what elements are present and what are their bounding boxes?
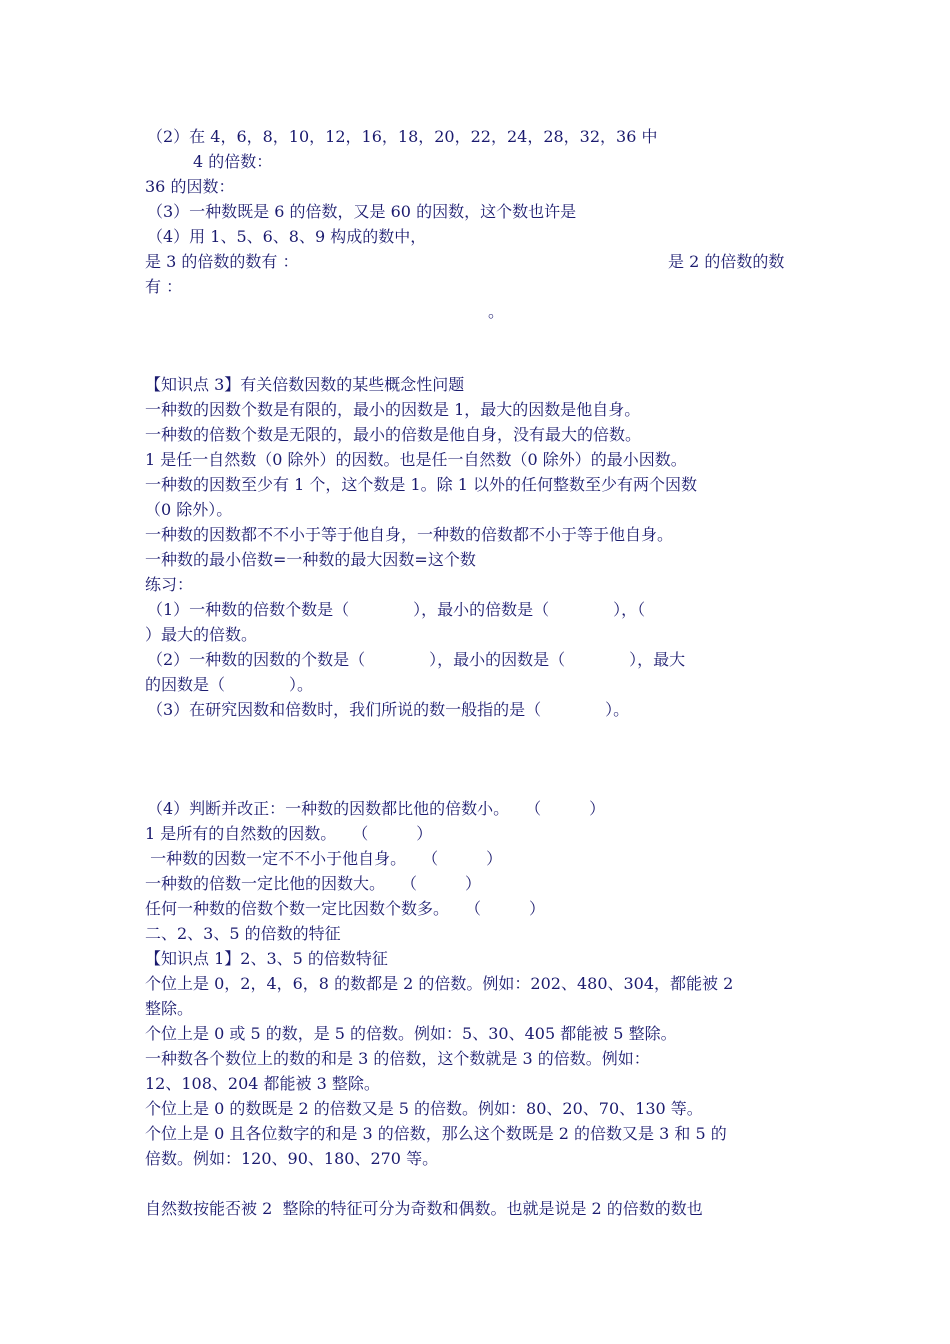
exercise-4-period: 。 xyxy=(488,302,505,321)
paragraph: 整除。 xyxy=(145,999,194,1018)
paragraph: 一种数的最小倍数=一种数的最大因数=这个数 xyxy=(145,550,476,569)
paragraph: 一种数的因数个数是有限的，最小的因数是 1，最大的因数是他自身。 xyxy=(145,400,641,419)
paragraph: 1 是任一自然数（0 除外）的因数。也是任一自然数（0 除外）的最小因数。 xyxy=(145,450,687,469)
paragraph: 12、108、204 都能被 3 整除。 xyxy=(145,1074,380,1093)
exercise-2-factors-of-36: 36 的因数： xyxy=(145,177,235,196)
practice-question-4: （4）判断并改正：一种数的因数都比他的倍数小。 （ ） xyxy=(147,799,606,818)
practice-question-3: （3）在研究因数和倍数时，我们所说的数一般指的是（ ）。 xyxy=(147,700,630,719)
judgment-item: 任何一种数的倍数个数一定比因数个数多。 （ ） xyxy=(145,899,546,918)
practice-question-2-cont: 的因数是（ ）。 xyxy=(145,675,314,694)
paragraph: 个位上是 0 且各位数字的和是 3 的倍数，那么这个数既是 2 的倍数又是 3 和 5 的 xyxy=(145,1124,727,1143)
practice-question-1: （1）一种数的倍数个数是（ ），最小的倍数是（ ），（ xyxy=(147,600,646,619)
exercise-4-prompt: （4）用 1、5、6、8、9 构成的数中， xyxy=(147,227,427,246)
paragraph: 一种数各个数位上的数的和是 3 的倍数，这个数就是 3 的倍数。例如： xyxy=(145,1049,650,1068)
practice-question-1-cont: ）最大的倍数。 xyxy=(145,625,258,644)
exercise-4-multiples-of-3: 是 3 的倍数的数有 ： xyxy=(145,252,299,271)
paragraph: （0 除外）。 xyxy=(145,500,233,519)
paragraph: 一种数的因数至少有 1 个，这个数是 1。除 1 以外的任何整数至少有两个因数 xyxy=(145,475,697,494)
practice-heading: 练习： xyxy=(145,575,194,594)
section-heading-2-3-5: 二、2、3、5 的倍数的特征 xyxy=(145,924,341,943)
exercise-4-multiples-of-2-cont: 有 ： xyxy=(145,277,183,296)
section-heading-knowledge-3: 【知识点 3】有关倍数因数的某些概念性问题 xyxy=(145,375,465,394)
paragraph: 个位上是 0 的数既是 2 的倍数又是 5 的倍数。例如：80、20、70、130 等。 xyxy=(145,1099,703,1118)
practice-question-2: （2）一种数的因数的个数是（ ），最小的因数是（ ），最大 xyxy=(147,650,686,669)
judgment-item: 1 是所有的自然数的因数。 （ ） xyxy=(145,824,433,843)
exercise-2-prompt: （2）在 4，6，8，10，12，16，18，20，22，24，28，32，36 中 xyxy=(147,127,658,146)
exercise-4-multiples-of-2: 是 2 的倍数的数 xyxy=(668,252,785,271)
paragraph: 一种数的倍数个数是无限的，最小的倍数是他自身，没有最大的倍数。 xyxy=(145,425,642,444)
section-heading-knowledge-1: 【知识点 1】2、3、5 的倍数特征 xyxy=(145,949,388,968)
exercise-2-multiples-of-4: 4 的倍数： xyxy=(193,152,273,171)
judgment-item: 一种数的因数一定不不小于他自身。 （ ） xyxy=(145,849,503,868)
paragraph: 自然数按能否被 2 整除的特征可分为奇数和偶数。也就是说是 2 的倍数的数也 xyxy=(145,1199,703,1218)
paragraph: 一种数的因数都不不小于等于他自身，一种数的倍数都不小于等于他自身。 xyxy=(145,525,674,544)
paragraph: 倍数。例如：120、90、180、270 等。 xyxy=(145,1149,439,1168)
exercise-3-prompt: （3）一种数既是 6 的倍数，又是 60 的因数，这个数也许是 xyxy=(147,202,577,221)
paragraph: 个位上是 0，2，4，6，8 的数都是 2 的倍数。例如：202、480、304，都能被 2 xyxy=(145,974,734,993)
judgment-item: 一种数的倍数一定比他的因数大。 （ ） xyxy=(145,874,482,893)
paragraph: 个位上是 0 或 5 的数，是 5 的倍数。例如：5、30、405 都能被 5 整除。 xyxy=(145,1024,677,1043)
